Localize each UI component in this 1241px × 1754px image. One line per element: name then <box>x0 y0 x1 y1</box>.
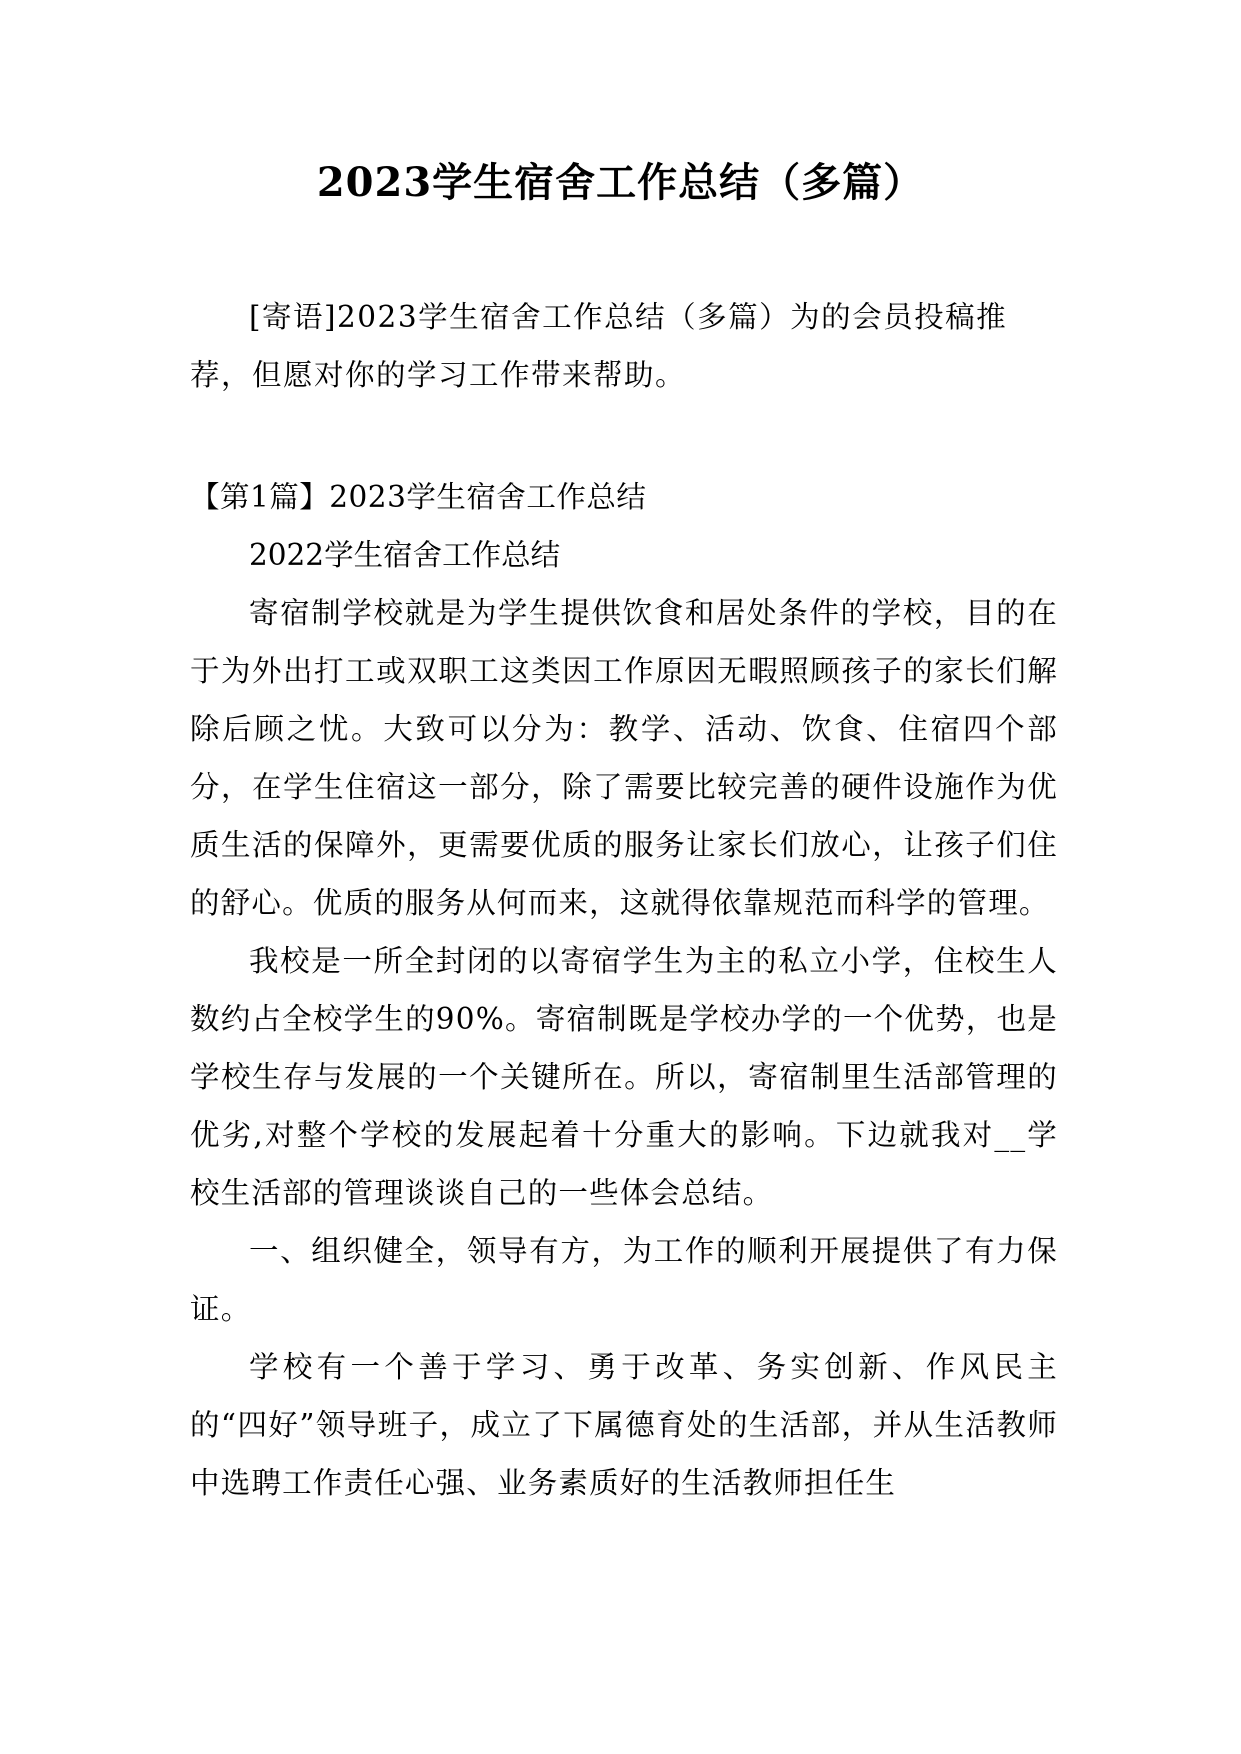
body-paragraph: 一、组织健全，领导有方，为工作的顺利开展提供了有力保证。 <box>190 1234 1058 1326</box>
section-subtitle: 2022学生宿舍工作总结 <box>249 538 561 572</box>
document-title: 2023学生宿舍工作总结（多篇） <box>316 159 925 206</box>
intro-paragraph: [寄语]2023学生宿舍工作总结（多篇）为的会员投稿推荐，但愿对你的学习工作带来帮助。 <box>190 300 1008 392</box>
body-paragraph: 寄宿制学校就是为学生提供饮食和居处条件的学校，目的在于为外出打工或双职工这类因工作原因无暇照顾孩子的家长们解除后顾之忧。大致可以分为：教学、活动、饮食、住宿四个部分，在学生住宿这一部分，除了需要比较完善的硬件设施作为优质生活的保障外，更需要优质的服务让家长们放心，让孩子们住的舒心。优质的服务从何而来，这就得依靠规范而科学的管理。 <box>190 596 1058 920</box>
document-body <box>190 288 1058 1512</box>
section-heading: 【第1篇】2023学生宿舍工作总结 <box>190 480 647 514</box>
body-paragraph: 学校有一个善于学习、勇于改革、务实创新、作风民主的“四好”领导班子，成立了下属德育处的生活部，并从生活教师中选聘工作责任心强、业务素质好的生活教师担任生 <box>190 1350 1058 1500</box>
spacer <box>190 404 1058 468</box>
body-paragraph: 我校是一所全封闭的以寄宿学生为主的私立小学，住校生人数约占全校学生的90%。寄宿制既是学校办学的一个优势，也是学校生存与发展的一个关键所在。所以，寄宿制里生活部管理的优劣,对整个学校的发展起着十分重大的影响。下边就我对__学校生活部的管理谈谈自己的一些体会总结。 <box>190 944 1058 1210</box>
